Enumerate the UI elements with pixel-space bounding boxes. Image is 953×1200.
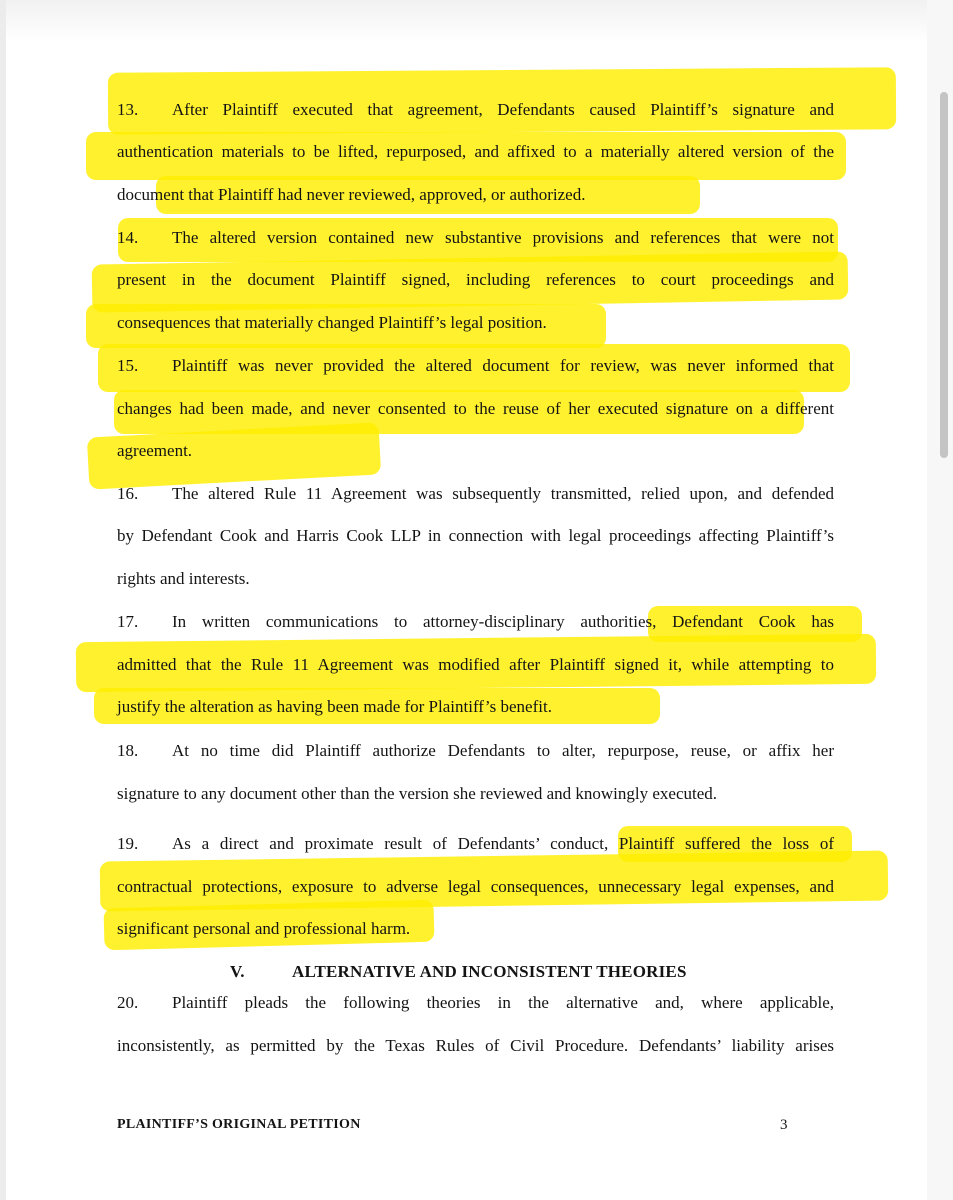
paragraph-number: 20. — [117, 993, 139, 1012]
paragraph-15-line-2: changes had been made, and never consented to the reuse of her executed signature on a different — [117, 399, 834, 418]
paragraph-19-line-2: contractual protections, exposure to adverse legal consequences, unnecessary legal expenses, and — [117, 877, 834, 896]
paragraph-16-line-3: rights and interests. — [117, 569, 250, 588]
page-top-shadow — [6, 0, 927, 42]
paragraph-19-line-3: significant personal and professional harm. — [117, 919, 411, 938]
paragraph-20-line-2: inconsistently, as permitted by the Texas Rules of Civil Procedure. Defendants’ liability arises — [117, 1036, 834, 1055]
paragraph-number: 13. — [117, 100, 139, 119]
paragraph-16-line-2: by Defendant Cook and Harris Cook LLP in connection with legal proceedings affecting Plaintiff’s — [117, 526, 834, 545]
paragraph-13-line-2: authentication materials to be lifted, repurposed, and affixed to a materially altered version of the — [117, 142, 834, 161]
paragraph-14-line-2: present in the document Plaintiff signed, including references to court proceedings and — [117, 270, 834, 289]
section-numeral: V. — [230, 962, 245, 981]
paragraph-17-line-3: justify the alteration as having been made for Plaintiff’s benefit. — [117, 697, 552, 716]
paragraph-16-line-1: 16. The altered Rule 11 Agreement was subsequently transmitted, relied upon, and defended — [117, 484, 834, 503]
paragraph-14-line-1: 14. The altered version contained new substantive provisions and references that were not — [117, 228, 834, 247]
paragraph-15-line-1: 15. Plaintiff was never provided the altered document for review, was never informed that — [117, 356, 834, 375]
paragraph-number: 18. — [117, 741, 139, 760]
section-heading — [230, 962, 687, 982]
paragraph-number: 16. — [117, 484, 139, 503]
paragraph-18-line-2: signature to any document other than the version she reviewed and knowingly executed. — [117, 784, 718, 803]
paragraph-15-line-3: agreement. — [117, 441, 193, 460]
paragraph-number: 17. — [117, 612, 139, 631]
paragraph-18-line-1: 18. At no time did Plaintiff authorize Defendants to alter, repurpose, reuse, or affix her — [117, 741, 834, 760]
paragraph-17-line-1: 17. In written communications to attorney-disciplinary authorities, Defendant Cook has — [117, 612, 834, 631]
paragraph-number: 14. — [117, 228, 139, 247]
paragraph-number: 15. — [117, 356, 139, 375]
paragraph-13-line-1: 13. After Plaintiff executed that agreement, Defendants caused Plaintiff’s signature and — [117, 100, 834, 119]
section-title: ALTERNATIVE AND INCONSISTENT THEORIES — [292, 962, 687, 981]
paragraph-number: 19. — [117, 834, 139, 853]
paragraph-19-line-1: 19. As a direct and proximate result of Defendants’ conduct, Plaintiff suffered the loss of — [117, 834, 834, 853]
paragraph-20-line-1: 20. Plaintiff pleads the following theories in the alternative and, where applicable, — [117, 993, 834, 1012]
footer-document-title: PLAINTIFF’S ORIGINAL PETITION — [117, 1117, 361, 1132]
paragraph-13-line-3: document that Plaintiff had never reviewed, approved, or authorized. — [117, 185, 586, 204]
footer-page-number: 3 — [780, 1117, 788, 1133]
paragraph-14-line-3: consequences that materially changed Plaintiff’s legal position. — [117, 313, 547, 332]
paragraph-17-line-2: admitted that the Rule 11 Agreement was modified after Plaintiff signed it, while attempting to — [117, 655, 834, 674]
scrollbar-thumb[interactable] — [940, 92, 948, 458]
